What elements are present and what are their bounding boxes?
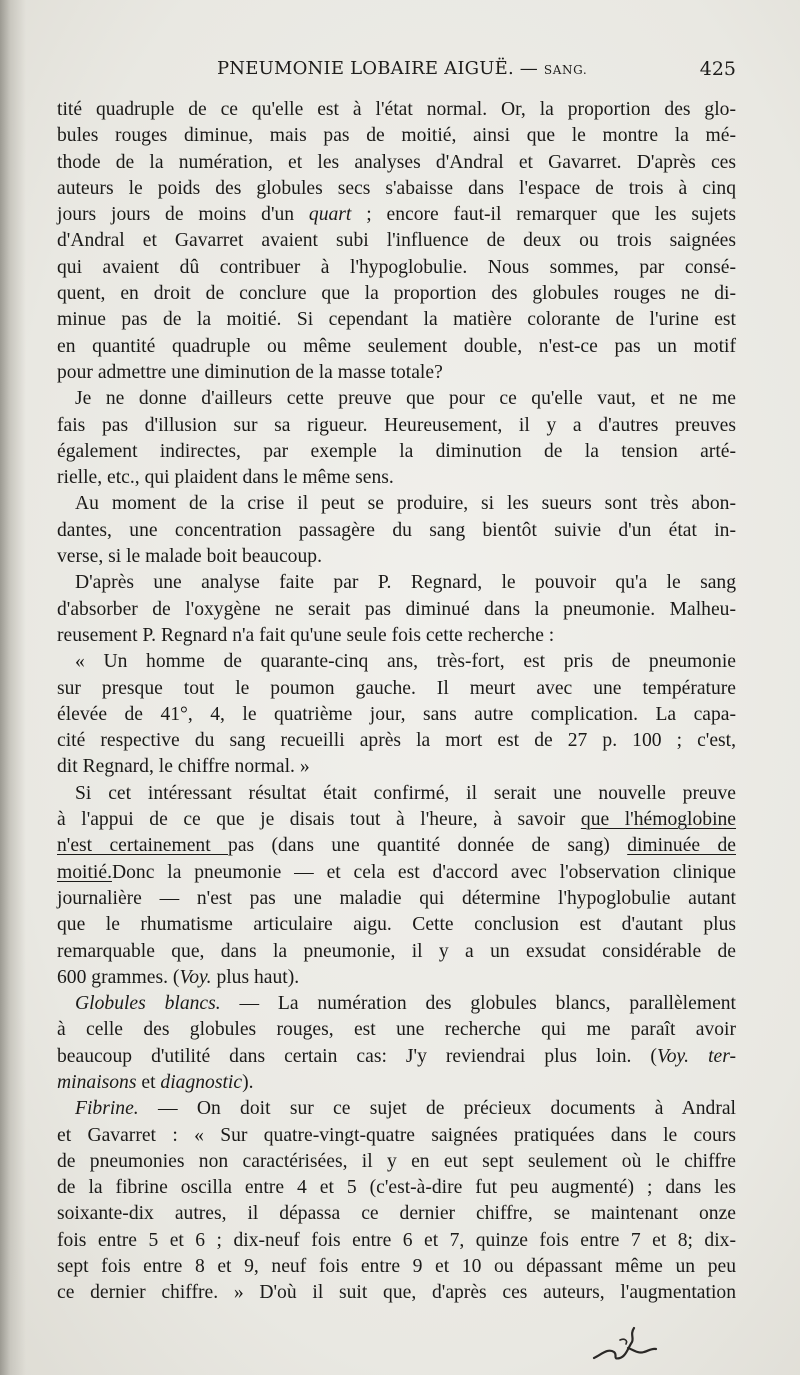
italic-terminaisons: minaisons [57,1071,137,1093]
text-fragment: — La numération des globules blancs, parallèlement [220,993,737,1015]
text-fragment: à l'appui de ce que je disais tout à l'heure, à savoir [57,809,581,831]
text-line: D'après une analyse faite par P. Regnard, le pouvoir qu'a le sang [75,572,736,594]
paragraph-regnard [57,570,736,649]
text-line: tité quadruple de ce qu'elle est à l'état normal. Or, la proportion des glo- [57,99,736,120]
text-line: journalière — n'est pas une maladie qui détermine l'hypoglobulie autant [57,887,736,909]
text-line: de pneumonies non caractérisées, il y en eut sept seulement où le chiffre [57,1150,736,1172]
running-title-separator: — [513,58,544,79]
text-line: « Un homme de quarante-cinq ans, très-fort, est pris de pneumonie [75,651,736,673]
text-line: d'Andral et Gavarret avaient subi l'influence de deux ou trois saignées [57,230,736,252]
paragraph-proof [57,386,736,491]
binding-shadow [0,0,26,1375]
paragraph-hemoglobin [57,97,736,386]
text-fragment: plus haut). [211,966,300,988]
text-line: Je ne donne d'ailleurs cette preuve que pour ce qu'elle vaut, et ne me [75,388,736,410]
text-line: ce dernier chiffre. » D'où il suit que, d'après ces auteurs, l'augmentation [57,1282,736,1304]
page-header [0,58,800,86]
text-line: sept fois entre 8 et 9, neuf fois entre 9 et 10 ou dépassant même un peu [57,1256,736,1278]
text-line: verse, si le malade boit beaucoup. [57,546,322,568]
text-line [57,1070,736,1096]
text-fragment: ; encore faut-il remarquer que les sujets [351,204,736,226]
text-line: également indirectes, par exemple la diminution de la tension arté- [57,440,736,462]
text-fragment: et [136,1071,161,1093]
text-line: à celle des globules rouges, est une recherche qui me paraît avoir [57,1019,736,1041]
text-line: auteurs le poids des globules secs s'abaisse dans l'espace de trois à cinq [57,177,736,199]
text-line: quent, en droit de conclure que la proportion des globules rouges ne di- [57,283,736,305]
text-line: cité respective du sang recueilli après la mort est de 27 p. 100 ; c'est, [57,730,736,752]
text-line: que le rhumatisme articulaire aigu. Cette conclusion est d'autant plus [57,914,736,936]
text-line [57,833,736,859]
text-fragment: beaucoup d'utilité dans certain cas: J'y reviendrai plus loin. ( [57,1045,657,1067]
underlined-text: que l'hémoglobine [580,809,737,831]
paragraph-fibrine [57,1096,736,1306]
text-line [57,965,736,991]
text-fragment: ). [242,1071,254,1093]
text-line: soixante-dix autres, il dépassa ce dernier chiffre, se maintenant onze [57,1203,736,1225]
text-line: rielle, etc., qui plaident dans le même sens. [57,467,394,489]
text-line: pour admettre une diminution de la masse totale? [57,361,443,383]
text-fragment: pas (dans une quantité donnée de sang) [228,835,628,857]
text-line: élevée de 41°, 4, le quatrième jour, sans autre complication. La capa- [57,703,736,725]
italic-voy: Voy. [179,966,212,988]
text-line [57,991,736,1017]
text-line: thode de la numération, et les analyses d'Andral et Gavarret. D'après ces [57,151,736,173]
paragraph-conclusion [57,781,736,991]
text-line: d'absorber de l'oxygène ne serait pas diminué dans la pneumonie. Malheu- [57,598,736,620]
page-number: 425 [699,58,736,80]
running-title-main: PNEUMONIE LOBAIRE AIGUË. [217,58,514,79]
section-heading-fibrine: Fibrine. [75,1098,139,1120]
text-line: bules rouges diminue, mais pas de moitié, ainsi que le montre la mé- [57,125,736,147]
text-line: fais pas d'illusion sur sa rigueur. Heureusement, il y a d'autres preuves [57,414,736,436]
paragraph-quote [57,649,736,780]
text-line: minue pas de la moitié. Si cependant la matière colorante de l'urine est [57,309,736,331]
italic-voy-ter: Voy. ter- [656,1045,736,1067]
text-line: qui avaient dû contribuer à l'hypoglobulie. Nous sommes, par consé- [57,256,736,278]
text-line: reusement P. Regnard n'a fait qu'une seule fois cette recherche : [57,624,555,646]
text-fragment: — On doit sur ce sujet de précieux documents à Andral [138,1098,736,1120]
text-line: et Gavarret : « Sur quatre-vingt-quatre saignées pratiquées dans le cours [57,1124,736,1146]
underlined-text: moitié. [57,861,112,883]
text-line: Si cet intéressant résultat était confirmé, il serait une nouvelle preuve [75,782,736,804]
underlined-text: diminuée de [627,835,736,857]
text-line [57,807,736,833]
underlined-text: n'est certainement [57,835,229,857]
text-line [57,860,736,886]
paragraph-white-cells [57,991,736,1096]
running-title-section: SANG. [543,63,588,77]
text-line: remarquable que, dans la pneumonie, il y a un exsudat considérable de [57,940,736,962]
text-line: dit Regnard, le chiffre normal. » [57,756,310,778]
text-line [57,1044,736,1070]
text-line: de la fibrine oscilla entre 4 et 5 (c'est-à-dire fut peu augmenté) ; dans les [57,1177,736,1199]
text-line: fois entre 5 et 6 ; dix-neuf fois entre 6 et 7, quinze fois entre 7 et 8; dix- [57,1229,736,1251]
text-line [57,1096,736,1122]
text-line: dantes, une concentration passagère du sang bientôt suivie d'un état in- [57,519,736,541]
italic-diagnostic: diagnostic [160,1071,243,1093]
paragraph-crisis [57,491,736,570]
running-title [217,58,587,79]
section-heading-globules-blancs: Globules blancs. [75,993,221,1015]
text-fragment: 600 grammes. ( [57,966,180,988]
text-line: sur presque tout le poumon gauche. Il meurt avec une température [57,677,736,699]
text-line: en quantité quadruple ou même seulement double, n'est-ce pas un motif [57,335,736,357]
text-fragment: jours jours de moins d'un [57,204,309,226]
text-line [57,202,736,228]
body-text [57,97,736,1307]
text-line: Au moment de la crise il peut se produire, si les sueurs sont très abon- [75,493,736,515]
text-fragment: Donc la pneumonie — et cela est d'accord avec l'observation clinique [111,861,736,883]
italic-quart: quart [308,204,352,226]
handwritten-mark [590,1318,660,1366]
